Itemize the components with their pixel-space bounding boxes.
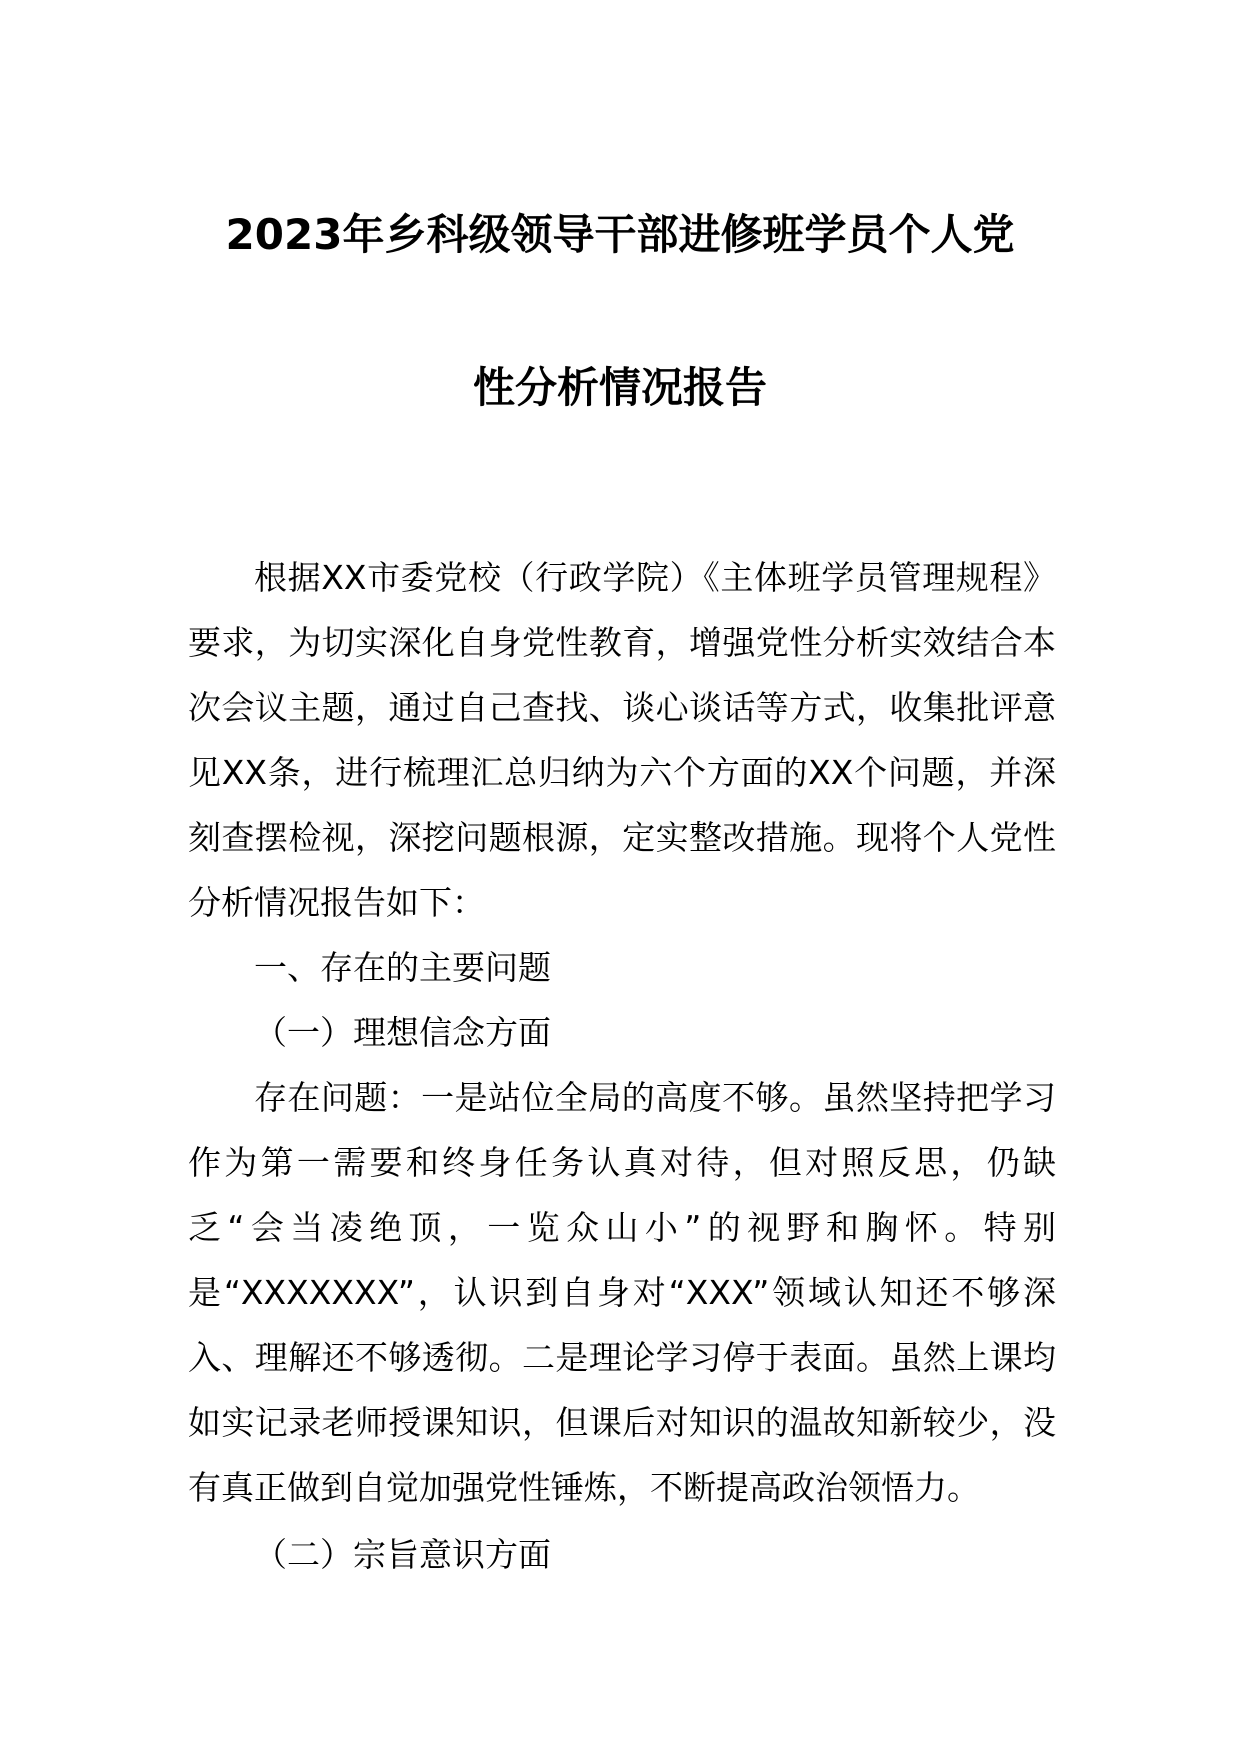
intro-paragraph: 根据XX市委党校（行政学院）《主体班学员管理规程》要求，为切实深化自身党性教育，增强党性分析实效结合本次会议主题，通过自己查找、谈心谈话等方式，收集批评意见XX条，进行梳理汇总归纳为六个方面的XX个问题，并深刻查摆检视，深挖问题根源，定实整改措施。现将个人党性分析情况报告如下： [188, 558, 1056, 922]
document-title-line-2: 性分析情况报告 [472, 363, 767, 412]
problem-paragraph-1: 存在问题：一是站位全局的高度不够。虽然坚持把学习作为第一需要和终身任务认真对待，但对照反思，仍缺乏“会当凌绝顶，一览众山小”的视野和胸怀。特别是“XXXXXXX”，认识到自身对“XXX”领域认知还不够深入、理解还不够透彻。二是理论学习停于表面。虽然上课均如实记录老师授课知识，但课后对知识的温故知新较少，没有真正做到自觉加强党性锤炼，不断提高政治领悟力。 [188, 1078, 1056, 1507]
document-title-line-1: 2023年乡科级领导干部进修班学员个人党 [225, 210, 1015, 259]
section-heading-1: 一、存在的主要问题 [254, 948, 551, 987]
subsection-heading-2: （二）宗旨意识方面 [254, 1535, 551, 1574]
document-body [188, 545, 1056, 1587]
subsection-heading-1: （一）理想信念方面 [254, 1013, 551, 1052]
